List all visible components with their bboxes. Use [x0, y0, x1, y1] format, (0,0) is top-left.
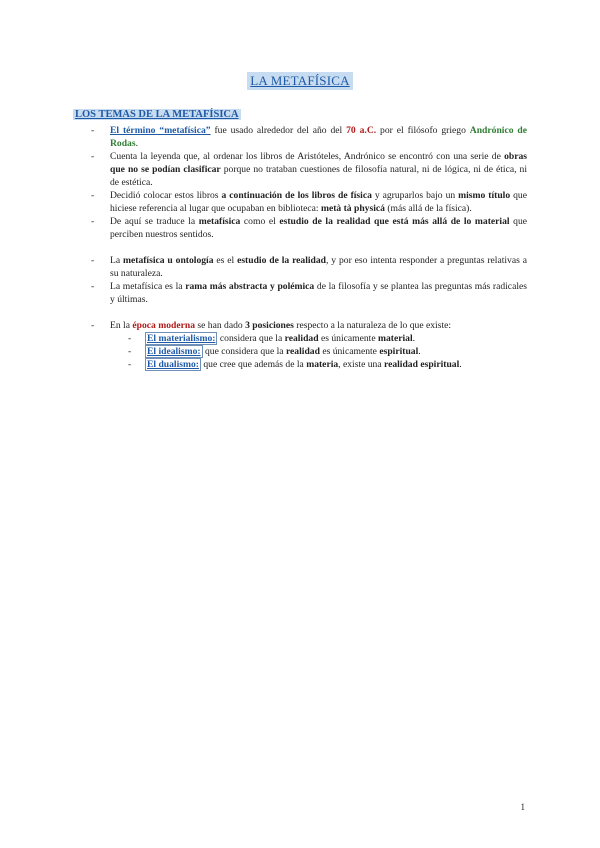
- text: es el: [213, 255, 238, 266]
- term-metafisica-link[interactable]: El término “metafísica”: [110, 125, 211, 136]
- idealismo-link[interactable]: El idealismo:: [147, 346, 201, 357]
- dualismo-link[interactable]: El dualismo:: [147, 359, 199, 370]
- bullet-dash: -: [91, 190, 95, 201]
- list-item: [91, 189, 527, 215]
- text: La metafísica es la: [110, 281, 186, 292]
- position-item: [128, 358, 527, 371]
- spacer: [91, 306, 527, 319]
- bullet-dash: -: [91, 255, 95, 266]
- bold-text: realidad: [285, 346, 320, 357]
- text: es únicamente: [319, 346, 380, 357]
- text: considera que la: [217, 333, 285, 344]
- bold-text: rama más abstracta y polémica: [185, 281, 315, 292]
- bold-text: obras que no se podían clasificar: [110, 151, 527, 175]
- bullet-dash: -: [128, 359, 132, 370]
- text: que hiciese referencia al lugar que ocupaban en biblioteca:: [110, 190, 527, 214]
- list-item: [91, 254, 527, 280]
- list-item: [91, 319, 527, 371]
- text: por el filósofo griego: [376, 125, 470, 136]
- text: fue usado alrededor del año del: [210, 125, 347, 136]
- position-item: [128, 332, 527, 345]
- bullet-dash: -: [91, 125, 95, 136]
- bullet-dash: -: [91, 216, 95, 227]
- list-item: [91, 150, 527, 189]
- position-item: [128, 345, 527, 358]
- text: , existe una: [338, 359, 384, 370]
- positions-list: [110, 332, 527, 371]
- text: , y por eso intenta responder a preguntas relativas a su naturaleza.: [110, 255, 527, 279]
- author-highlight: Andrónico de Rodas: [110, 125, 528, 149]
- text: que cree que además de la: [200, 359, 307, 370]
- page-number: 1: [520, 802, 525, 812]
- bold-text: mismo título: [458, 190, 511, 201]
- list-item: [91, 124, 527, 150]
- bold-text: realidad: [284, 333, 319, 344]
- section-heading: LOS TEMAS DE LA METAFÍSICA: [75, 109, 239, 120]
- topic-list: [91, 124, 527, 371]
- text: que considera que la: [202, 346, 286, 357]
- bold-text: metafísica: [198, 216, 241, 227]
- text: es únicamente: [318, 333, 378, 344]
- text: La: [110, 255, 123, 266]
- bullet-dash: -: [91, 320, 95, 331]
- text: respecto a la naturaleza de lo que existe:: [293, 320, 452, 331]
- page-title: LA METAFÍSICA: [247, 72, 352, 90]
- bold-text: a continuación de los libros de física: [221, 190, 372, 201]
- bold-text: realidad espiritual: [384, 359, 460, 370]
- list-item: [91, 215, 527, 241]
- text: De aquí se traduce la: [110, 216, 199, 227]
- text: .: [459, 359, 462, 370]
- era-highlight: época moderna: [132, 320, 196, 331]
- text: como el: [240, 216, 280, 227]
- bullet-dash: -: [91, 281, 95, 292]
- text: .: [135, 138, 138, 149]
- text: de la filosofía y se plantea las preguntas más radicales y últimas.: [110, 281, 527, 305]
- text: porque no trataban cuestiones de filosofía natural, ni de lógica, ni de ética, ni de estética.: [110, 164, 527, 188]
- bold-text: 3 posiciones: [245, 320, 294, 331]
- materialismo-link[interactable]: El materialismo:: [147, 333, 216, 344]
- spacer: [91, 241, 527, 254]
- text: que perciben nuestros sentidos.: [110, 216, 527, 240]
- bold-text: estudio de la realidad que está más allá de lo material: [279, 216, 510, 227]
- text: Decidió colocar estos libros: [110, 190, 222, 201]
- bold-text: materia: [306, 359, 339, 370]
- bullet-dash: -: [91, 151, 95, 162]
- text: .: [412, 333, 416, 344]
- bold-text: metà tà physicá: [320, 203, 385, 214]
- bullet-dash: -: [128, 333, 132, 344]
- text: (más allá de la física).: [384, 203, 472, 214]
- bullet-dash: -: [128, 346, 132, 357]
- bold-text: material: [377, 333, 413, 344]
- title-wrapper: [0, 72, 600, 90]
- text: .: [418, 346, 421, 357]
- text: y agruparlos bajo un: [371, 190, 459, 201]
- bold-text: espiritual: [379, 346, 419, 357]
- text: se han dado: [195, 320, 246, 331]
- text: En la: [110, 320, 133, 331]
- list-item: [91, 280, 527, 306]
- text: Cuenta la leyenda que, al ordenar los libros de Aristóteles, Andrónico se encontró con una serie de: [110, 151, 505, 162]
- bold-text: estudio de la realidad: [237, 255, 327, 266]
- bold-text: metafísica u ontología: [123, 255, 214, 266]
- date-highlight: 70 a.C.: [346, 125, 377, 136]
